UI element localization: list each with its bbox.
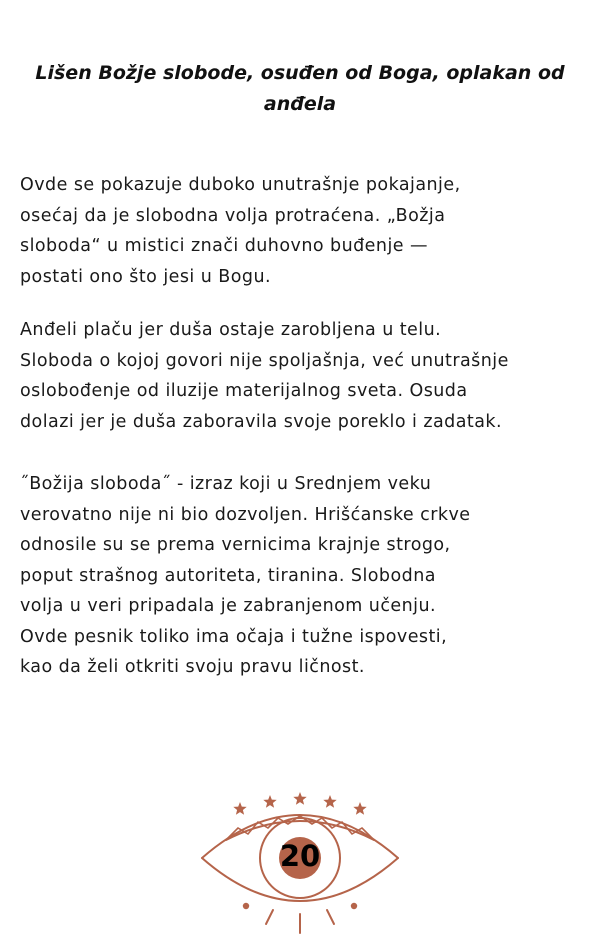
paragraph-line: odnosile su se prema vernicima krajnje strogo, — [20, 535, 451, 555]
ray-line — [327, 910, 334, 924]
paragraph-line: Sloboda o kojoj govori nije spoljašnja, već unutrašnje — [20, 350, 509, 371]
dot-icon — [243, 903, 249, 909]
paragraph-line: kao da želi otkriti svoju pravu ličnost. — [20, 657, 365, 677]
star-icon — [353, 802, 366, 815]
dot-icon — [351, 903, 357, 909]
stars-group — [233, 792, 366, 815]
paragraph-line: Ovde se pokazuje duboko unutrašnje pokajanje, — [20, 175, 461, 195]
page-title: Lišen Božje slobode, osuđen od Boga, oplakan od anđela — [35, 62, 565, 115]
paragraph-line: verovatno nije ni bio dozvoljen. Hrišćanske crkve — [20, 504, 471, 525]
paragraph-line: poput strašnog autoriteta, tiranina. Slobodna — [20, 565, 436, 586]
star-icon — [263, 795, 276, 808]
ray-line — [266, 910, 273, 924]
paragraph-2 — [20, 315, 590, 437]
paragraph-line: Anđeli plaču jer duša ostaje zarobljena u telu. — [20, 320, 442, 340]
paragraph-1 — [20, 170, 590, 292]
paragraph-line: osećaj da je slobodna volja protraćena. „Božja — [20, 205, 446, 226]
page-number: 20 — [279, 839, 321, 873]
paragraph-line: volja u veri pripadala je zabranjenom učenju. — [20, 596, 437, 616]
paragraph-line: oslobođenje od iluzije materijalnog sveta. Osuda — [20, 381, 468, 401]
paragraph-line: ˝Božija sloboda˝ - izraz koji u Srednjem veku — [20, 474, 432, 494]
tears-group — [243, 903, 357, 909]
paragraph-line: dolazi jer je duša zaboravila svoje poreklo i zadatak. — [20, 411, 502, 432]
paragraph-line: postati ono što jesi u Bogu. — [20, 266, 272, 287]
paragraph-line: Ovde pesnik toliko ima očaja i tužne ispovesti, — [20, 626, 448, 647]
paragraph-3 — [20, 469, 590, 683]
star-icon — [323, 795, 336, 808]
star-icon — [233, 802, 246, 815]
paragraph-line: sloboda“ u mistici znači duhovno buđenje — — [20, 236, 428, 256]
rays-group — [266, 910, 334, 933]
star-icon — [293, 792, 306, 805]
